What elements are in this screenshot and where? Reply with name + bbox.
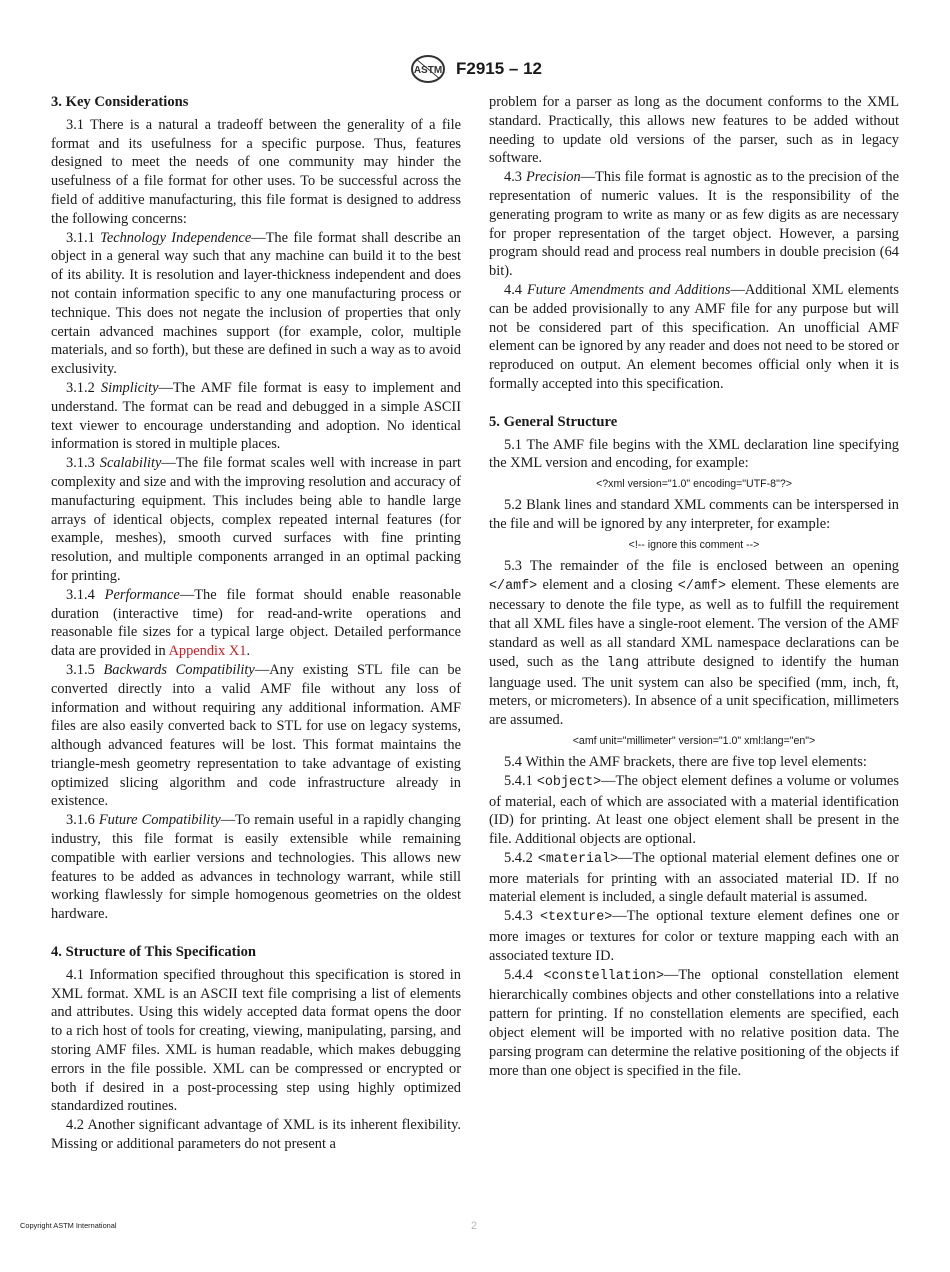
paragraph-3-1-5: 3.1.5 Backwards Compatibility—Any existing STL file can be converted directly into a valid AMF file without any loss of information and without requiring any additional information. AMF files are also easily converted back to STL for use on legacy systems, although advanced features will be lost. This format maintains the triangle-mesh geometry representation to take advantage of existing optimized slicing algorithm and code infrastructure already in existence. [51, 661, 461, 810]
section-5-heading: 5. General Structure [489, 413, 618, 430]
paragraph-5-2: 5.2 Blank lines and standard XML comments can be interspersed in the file and will be ignored by any interpreter, for example: [489, 497, 899, 532]
paragraph-4-3: 4.3 Precision—This file format is agnostic as to the precision of the representation of numeric values. It is the responsibility of the generating program to write as many or as few digits as are necessary for proper representation of the target object. However, a parsing program should read and process real numbers in double precision (64 bit). [489, 169, 899, 280]
amf-element-example: <amf unit="millimeter" version="1.0" xml:lang="en"> [572, 734, 816, 747]
page-number: 2 [471, 1220, 478, 1232]
paragraph-5-1: 5.1 The AMF file begins with the XML declaration line specifying the XML version and encoding, for example: [489, 436, 899, 472]
paragraph-4-2-continued: problem for a parser as long as the document conforms to the XML standard. Practically, this allows new features to be added without needing to update old versions of the parser, such as in legacy software. [489, 94, 899, 167]
paragraph-3-1-2: 3.1.2 Simplicity—The AMF file format is easy to implement and understand. The format can be read and debugged in a simple ASCII text viewer to encourage understanding and adoption. No identical information is stored in multiple places. [51, 379, 461, 453]
appendix-x1-link[interactable]: Appendix X1 [168, 643, 247, 660]
paragraph-3-1-4: 3.1.4 Performance—The file format should enable reasonable duration (interactive time) for read-and-write operations and reasonable file sizes for a typical large object. Detailed performance data are provided in Appendix X1. [51, 586, 461, 660]
paragraph-3-1-1: 3.1.1 Technology Independence—The file format shall describe an object in a general way such that any machine can build it to the best of its ability. It is resolution and layer-thickness independent and does not contain information specific to any one manufacturing process or technique. This does not negate the inclusion of properties that only certain advanced machines support (for example, color, multiple materials, and so forth), but these are defined in such a way as to avoid exclusivity. [51, 229, 461, 378]
page-header [0, 54, 950, 84]
svg-text:ASTM: ASTM [413, 65, 443, 76]
paragraph-4-1: 4.1 Information specified throughout this specification is stored in XML format. XML is an ASCII text file comprising a list of elements and attributes. Using this widely accepted data format opens the door to a rich host of tools for creating, viewing, manipulating, parsing, and storing AMF files. XML is human readable, which makes debugging errors in the file possible. XML can be compressed or encrypted or both if desired in a post-processing step using highly optimized standardized routines. [51, 966, 461, 1115]
paragraph-5-4-2: 5.4.2 <material>—The optional material element defines one or more materials for printing with an associated material ID. If no material element is included, a single default material is assumed. [489, 849, 899, 906]
paragraph-3-1-3: 3.1.3 Scalability—The file format scales well with increase in part complexity and size and with the improving resolution and accuracy of manufacturing equipment. This includes being able to handle large arrays of identical objects, complex repeated internal features (for example, meshes), smooth curved surfaces with fine printing resolution, and multiple components arranged in an optimal packing for printing. [51, 455, 461, 584]
paragraph-5-3: 5.3 The remainder of the file is enclosed between an opening </amf> element and a closing </amf> element. These elements are necessary to denote the file type, as well as to fulfill the requirement that all XML files have a single-root element. The version of the AMF standard as well as all standard XML namespace declarations can be used, such as the lang attribute designed to identify the human language used. The unit system can also be specified (mm, inch, ft, meters, or micrometers). In absence of a unit specification, millimeters are assumed. [489, 557, 899, 729]
paragraph-5-4: 5.4 Within the AMF brackets, there are five top level elements: [504, 753, 867, 770]
document-id: F2915 – 12 [455, 59, 542, 78]
xml-comment-example: <!-- ignore this comment --> [628, 538, 760, 551]
paragraph-4-4: 4.4 Future Amendments and Additions—Additional XML elements can be added provisionally to any AMF file for any purpose but will not be considered part of this specification. An unofficial AMF element can be ignored by any reader and does not need to be stored or reproduced on output. An element becomes official only when it is formally accepted into this specification. [489, 281, 899, 392]
left-column [51, 93, 461, 1154]
section-4-heading: 4. Structure of This Specification [51, 944, 256, 961]
copyright-notice: Copyright ASTM International [20, 1221, 117, 1230]
right-column [489, 93, 899, 1080]
paragraph-3-1-6: 3.1.6 Future Compatibility—To remain useful in a rapidly changing industry, this file format is easily extensible while remaining compatible with earlier versions and technologies. This allows new features to be added as advances in technology warrant, while still working flawlessly for simple homogenous geometries on the oldest hardware. [51, 812, 461, 923]
paragraph-3-1: 3.1 There is a natural a tradeoff between the generality of a file format and its usefulness for a specific purpose. Thus, features designed to meet the needs of one community may hinder the usefulness of a file format for other uses. To be successful across the field of additive manufacturing, this file format is designed to address the following concerns: [51, 116, 461, 227]
paragraph-4-2: 4.2 Another significant advantage of XML is its inherent flexibility. Missing or additional parameters do not present a [51, 1117, 461, 1153]
paragraph-5-4-3: 5.4.3 <texture>—The optional texture element defines one or more images or textures for color or texture mapping each with an associated texture ID. [489, 908, 899, 964]
astm-logo-icon [408, 54, 448, 84]
section-3-heading: 3. Key Considerations [51, 94, 189, 110]
paragraph-5-4-1: 5.4.1 <object>—The object element defines a volume or volumes of material, each of which are associated with a material identification (ID) for printing. At least one object element shall be present in the file. Additional objects are optional. [489, 772, 899, 848]
xml-declaration-example: <?xml version="1.0" encoding="UTF-8"?> [596, 478, 792, 491]
paragraph-5-4-4: 5.4.4 <constellation>—The optional constellation element hierarchically combines objects and other constellations into a relative pattern for printing. If no constellation elements are specified, each object element will be imported with no relative position data. The parsing program can determine the relative positioning of the objects if more than one object is specified in the file. [489, 966, 899, 1079]
